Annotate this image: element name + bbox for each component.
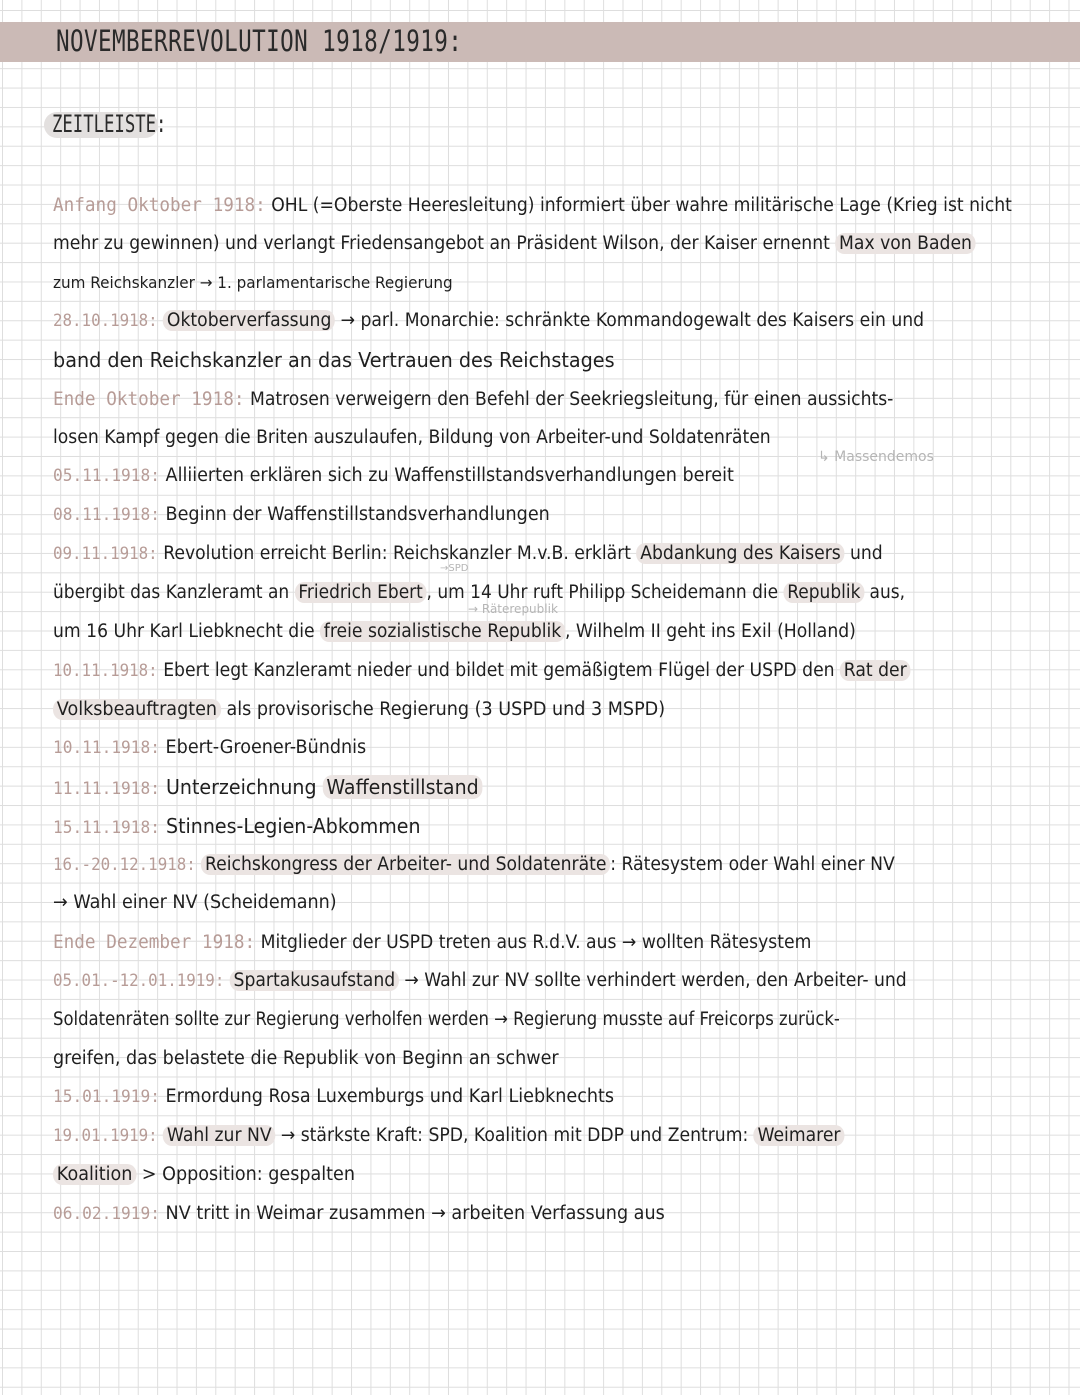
entry-text: band den Reichskanzler an das Vertrauen des Reichstages xyxy=(53,348,615,372)
entry-text-line xyxy=(53,890,337,916)
highlight-term: Reichskongress der Arbeiter- und Soldatenräte xyxy=(201,854,610,875)
timeline-entry xyxy=(53,192,1012,218)
entry-text-line xyxy=(53,697,665,723)
section-subtitle: ZEITLEISTE: xyxy=(52,110,167,138)
entry-text-line xyxy=(53,1162,355,1188)
entry-text: aus, xyxy=(869,582,906,603)
entry-text-line xyxy=(53,270,453,296)
margin-note: ↳ Massendemos xyxy=(818,449,934,465)
entry-text: als provisorische Regierung (3 USPD und 3 MSPD) xyxy=(226,699,666,720)
entry-date: Ende Oktober 1918: xyxy=(53,388,245,410)
timeline-entry xyxy=(53,463,734,489)
timeline-entry xyxy=(53,968,907,994)
entry-text: Soldatenräten sollte zur Regierung verholfen werden → Regierung musste auf Freicorps zurück- xyxy=(53,1009,840,1030)
entry-text-line xyxy=(53,1007,840,1033)
entry-text: Revolution erreicht Berlin: Reichskanzler M.v.B. erklärt xyxy=(163,543,632,564)
entry-text: und xyxy=(849,543,883,564)
entry-date: 08.11.1918: xyxy=(53,505,160,525)
highlight-term: Max von Baden xyxy=(835,233,975,254)
entry-date: 09.11.1918: xyxy=(53,544,158,564)
entry-text: Ermordung Rosa Luxemburgs und Karl Liebknechts xyxy=(165,1086,615,1107)
entry-text: mehr zu gewinnen) und verlangt Friedensangebot an Präsident Wilson, der Kaiser ernennt xyxy=(53,233,830,254)
entry-date: 10.11.1918: xyxy=(53,661,158,681)
entry-text: → parl. Monarchie: schränkte Kommandogewalt des Kaisers ein und xyxy=(340,310,925,331)
entry-date: 05.01.-12.01.1919: xyxy=(53,971,225,991)
entry-text: → Wahl einer NV (Scheidemann) xyxy=(53,892,337,913)
timeline-entry xyxy=(53,813,421,839)
entry-text: Ebert legt Kanzleramt nieder und bildet mit gemäßigtem Flügel der USPD den xyxy=(163,660,835,681)
highlight-term: Spartakusaufstand xyxy=(230,970,399,991)
highlight-term: Volksbeauftragten xyxy=(53,699,221,720)
timeline-entry xyxy=(53,929,811,955)
highlight-term: Friedrich Ebert xyxy=(295,582,427,603)
highlight-term: Waffenstillstand xyxy=(323,775,483,799)
entry-text: zum Reichskanzler → 1. parlamentarische Regierung xyxy=(53,273,453,292)
entry-text: um 16 Uhr Karl Liebknecht die xyxy=(53,621,315,642)
margin-note: →SPD xyxy=(440,563,469,574)
entry-date: 28.10.1918: xyxy=(53,311,158,331)
page-title: NOVEMBERREVOLUTION 1918/1919: xyxy=(56,24,463,58)
timeline-entry xyxy=(53,308,924,334)
timeline-entry xyxy=(53,1201,665,1227)
margin-note: → Räterepublik xyxy=(468,602,558,616)
highlight-term: Republik xyxy=(784,582,865,603)
entry-text: → Wahl zur NV sollte verhindert werden, den Arbeiter- und xyxy=(404,970,907,991)
entry-date: 11.11.1918: xyxy=(53,779,160,799)
entry-text-line xyxy=(53,347,615,373)
timeline-entry xyxy=(53,658,910,684)
entry-text-line xyxy=(53,231,976,257)
entry-text: greifen, das belastete die Republik von Beginn an schwer xyxy=(53,1048,559,1069)
timeline-entry xyxy=(53,1123,844,1149)
entry-date: 15.01.1919: xyxy=(53,1087,160,1107)
entry-text: Unterzeichnung xyxy=(166,775,317,799)
entry-text: Stinnes-Legien-Abkommen xyxy=(166,814,421,838)
timeline-entry xyxy=(53,1084,614,1110)
entry-text: Alliierten erklären sich zu Waffenstillstandsverhandlungen bereit xyxy=(165,465,734,486)
timeline-entry xyxy=(53,852,895,878)
entry-date: 15.11.1918: xyxy=(53,818,160,838)
timeline-entry xyxy=(53,386,893,412)
entry-text: Mitglieder der USPD treten aus R.d.V. aus → wollten Rätesystem xyxy=(260,932,812,953)
entry-text: NV tritt in Weimar zusammen → arbeiten Verfassung aus xyxy=(165,1203,665,1224)
entry-text: Ebert-Groener-Bündnis xyxy=(165,737,367,758)
highlight-term: Koalition xyxy=(53,1164,136,1185)
entry-text: > Opposition: gespalten xyxy=(141,1164,356,1185)
entry-text: Beginn der Waffenstillstandsverhandlungen xyxy=(165,504,550,525)
entry-date: 06.02.1919: xyxy=(53,1204,160,1224)
timeline-entry xyxy=(53,774,482,800)
entry-date: 10.11.1918: xyxy=(53,738,160,758)
entry-text: , um 14 Uhr ruft Philipp Scheidemann die xyxy=(426,582,779,603)
entry-text: , Wilhelm II geht ins Exil (Holland) xyxy=(564,621,856,642)
entry-date: Ende Dezember 1918: xyxy=(53,931,256,953)
highlight-term: Rat der xyxy=(840,660,910,681)
highlight-term: freie sozialistische Republik xyxy=(320,621,565,642)
entry-text-line xyxy=(53,425,771,451)
timeline-entry xyxy=(53,502,550,528)
entry-text: losen Kampf gegen die Briten auszulaufen, Bildung von Arbeiter-und Soldatenräten xyxy=(53,427,771,448)
entry-text-line xyxy=(53,1046,559,1072)
highlight-term: Abdankung des Kaisers xyxy=(637,543,845,564)
entry-date: 05.11.1918: xyxy=(53,466,160,486)
entry-text: OHL (=Oberste Heeresleitung) informiert über wahre militärische Lage (Krieg ist nicht xyxy=(271,195,1012,216)
highlight-term: Weimarer xyxy=(754,1125,844,1146)
highlight-term: Oktoberverfassung xyxy=(163,310,335,331)
entry-date: 19.01.1919: xyxy=(53,1126,158,1146)
entry-text: übergibt das Kanzleramt an xyxy=(53,582,290,603)
entry-text: → stärkste Kraft: SPD, Koalition mit DDP und Zentrum: xyxy=(280,1125,749,1146)
highlight-term: Wahl zur NV xyxy=(163,1125,275,1146)
entry-text: : Rätesystem oder Wahl einer NV xyxy=(610,854,895,875)
timeline-entry xyxy=(53,735,366,761)
entry-date: 16.-20.12.1918: xyxy=(53,855,196,875)
entry-text-line xyxy=(53,619,856,645)
entry-text: Matrosen verweigern den Befehl der Seekriegsleitung, für einen aussichts- xyxy=(249,389,894,410)
entry-date: Anfang Oktober 1918: xyxy=(53,194,266,216)
